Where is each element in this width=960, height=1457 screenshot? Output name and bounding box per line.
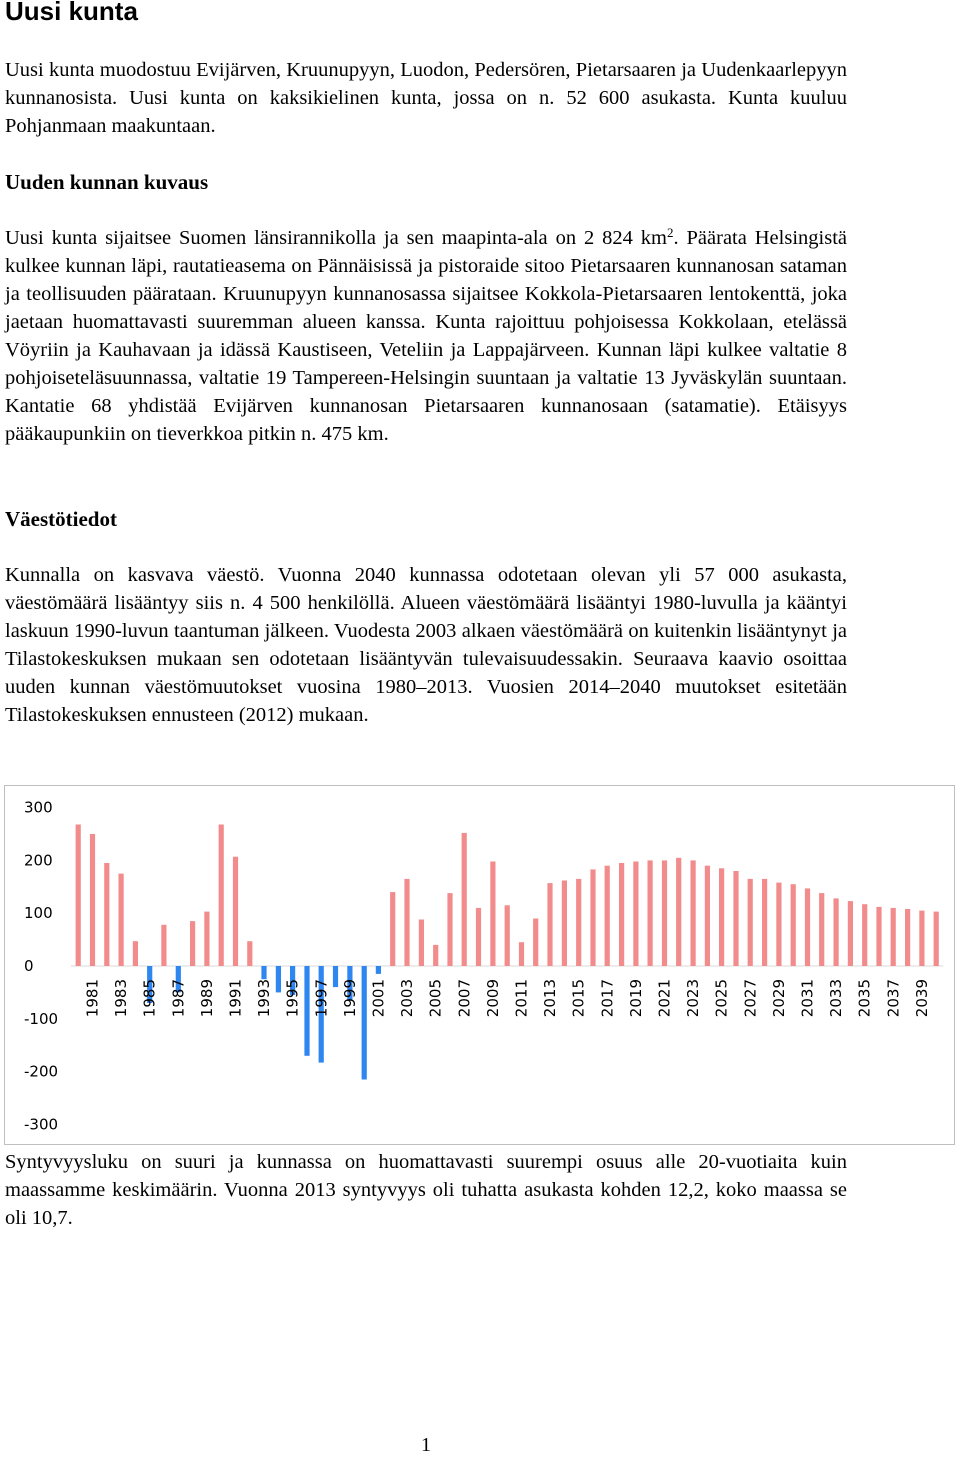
y-tick-label: 200 bbox=[24, 851, 53, 870]
bar-2005 bbox=[433, 945, 438, 966]
bar-2016 bbox=[590, 869, 595, 966]
x-tick-label: 2035 bbox=[855, 979, 874, 1018]
x-tick-label: 1991 bbox=[226, 979, 245, 1018]
x-tick-label: 1999 bbox=[340, 979, 359, 1018]
bar-2027 bbox=[748, 879, 753, 966]
bar-1994 bbox=[276, 966, 281, 992]
x-tick-label: 1993 bbox=[255, 979, 274, 1018]
bar-1988 bbox=[190, 921, 195, 966]
x-tick-label: 2033 bbox=[827, 979, 846, 1018]
y-tick-label: 0 bbox=[24, 957, 34, 975]
bar-2000 bbox=[362, 966, 367, 1080]
bar-2033 bbox=[834, 898, 839, 966]
x-tick-label: 1989 bbox=[197, 979, 216, 1018]
bar-2012 bbox=[533, 919, 538, 967]
bar-1981 bbox=[90, 834, 95, 966]
intro-paragraph: Uusi kunta muodostuu Evijärven, Kruunupyyn, Luodon, Pedersören, Pietarsaaren ja Uudenkaarlepyyn kunnanosista. Uusi kunta on kaksikielinen kunta, jossa on n. 52 600 asukasta. Kunta kuuluu Pohjanmaan maakuntaan. bbox=[5, 59, 847, 137]
page-title: Uusi kunta bbox=[5, 0, 138, 26]
bar-2037 bbox=[891, 908, 896, 966]
bar-1980 bbox=[76, 825, 81, 967]
bar-1989 bbox=[204, 912, 209, 966]
x-tick-label: 2037 bbox=[884, 979, 903, 1018]
bar-2002 bbox=[390, 892, 395, 966]
section-heading-description: Uuden kunnan kuvaus bbox=[5, 170, 209, 194]
bar-1992 bbox=[247, 941, 252, 966]
description-text-start: Uusi kunta sijaitsee Suomen länsirannikolla ja sen maapinta-ala on 2 824 km bbox=[5, 227, 667, 249]
section-heading-population: Väestötiedot bbox=[5, 507, 117, 531]
x-tick-label: 1987 bbox=[169, 979, 188, 1018]
bar-2007 bbox=[462, 833, 467, 966]
bar-1983 bbox=[119, 874, 124, 966]
y-tick-label: -100 bbox=[24, 1009, 59, 1028]
bar-2039 bbox=[919, 911, 924, 966]
bar-1990 bbox=[219, 825, 224, 967]
bar-2023 bbox=[691, 860, 696, 966]
bar-2030 bbox=[791, 884, 796, 966]
x-tick-label: 1997 bbox=[312, 979, 331, 1018]
x-tick-label: 2017 bbox=[598, 979, 617, 1018]
population-change-chart bbox=[4, 785, 955, 1145]
description-paragraph bbox=[5, 224, 847, 448]
bar-2022 bbox=[676, 858, 681, 966]
bar-2004 bbox=[419, 920, 424, 967]
x-tick-label: 2001 bbox=[369, 979, 388, 1018]
x-tick-label: 2013 bbox=[541, 979, 559, 1018]
x-tick-label: 2003 bbox=[398, 979, 417, 1018]
bar-2025 bbox=[719, 868, 724, 966]
x-tick-label: 2027 bbox=[741, 979, 760, 1018]
description-text-end: . Päärata Helsingistä kulkee kunnan läpi, rautatieasema on Pännäisissä ja pistoraide sitoo Pietarsaaren kunnanosan sataman ja teollisuuden päärataan. Kruunupyyn kunnanosassa sijaitsee Kokkola-Pietarsaaren lentokenttä, joka jaetaan huomattavasti suuremman alueen kanssa. Kunta rajoittuu pohjoisessa Kokkolaan, etelässä Vöyriin ja Kauhavaan ja idässä Kaustiseen, Veteliin ja Lappajärveen. Kunnan läpi kulkee valtatie 8 pohjoiseteläsuunnassa, valtatie 19 Tampereen-Helsingin suuntaan ja valtatie 13 Jyväskylän suuntaan. Kantatie 68 yhdistää Evijärven kunnanosan Pietarsaaren kunnanosaan (satamatie). Etäisyys pääkaupunkiin on tieverkkoa pitkin n. 475 km. bbox=[5, 227, 847, 445]
x-tick-label: 2009 bbox=[483, 979, 502, 1018]
x-tick-label: 2025 bbox=[712, 979, 731, 1018]
y-tick-label: -300 bbox=[24, 1115, 59, 1134]
bar-1993 bbox=[261, 966, 266, 979]
bar-2036 bbox=[876, 907, 881, 966]
bar-2008 bbox=[476, 908, 481, 966]
bar-2021 bbox=[662, 860, 667, 966]
y-tick-label: 100 bbox=[24, 904, 53, 923]
bar-2017 bbox=[605, 866, 610, 966]
x-tick-label: 2023 bbox=[684, 979, 703, 1018]
x-tick-label: 2005 bbox=[426, 979, 445, 1018]
bar-2018 bbox=[619, 863, 624, 966]
bar-2015 bbox=[576, 879, 581, 966]
bar-2040 bbox=[934, 912, 939, 966]
x-tick-label: 1983 bbox=[112, 979, 131, 1018]
x-tick-label: 2011 bbox=[512, 979, 531, 1018]
bar-2032 bbox=[819, 893, 824, 966]
bar-2026 bbox=[733, 871, 738, 966]
bar-2028 bbox=[762, 879, 767, 966]
population-paragraph: Kunnalla on kasvava väestö. Vuonna 2040 kunnassa odotetaan olevan yli 57 000 asukasta, väestömäärä lisääntyy siis n. 4 500 henkilöllä. Alueen väestömäärä lisääntyi 1980-luvulla ja kääntyi laskuun 1990-luvun taantuman jälkeen. Vuodesta 2003 alkaen väestömäärä on kuitenkin lisääntynyt ja Tilastokeskuksen mukaan sen odotetaan lisääntyvän tulevaisuudessakin. Seuraava kaavio osoittaa uuden kunnan väestömuutokset vuosina 1980–2013. Vuosien 2014–2040 muutokset esitetään Tilastokeskuksen ennusteen (2012) mukaan. bbox=[5, 564, 847, 726]
bar-2001 bbox=[376, 966, 381, 974]
bar-1984 bbox=[133, 941, 138, 966]
bar-2029 bbox=[776, 883, 781, 966]
bar-2034 bbox=[848, 901, 853, 966]
bar-2011 bbox=[519, 942, 524, 966]
x-tick-label: 2007 bbox=[455, 979, 474, 1018]
bar-1991 bbox=[233, 857, 238, 966]
bar-2019 bbox=[633, 862, 638, 967]
x-tick-label: 2031 bbox=[798, 979, 817, 1018]
x-tick-label: 1985 bbox=[140, 979, 159, 1018]
bar-2010 bbox=[505, 905, 510, 966]
x-tick-label: 2029 bbox=[769, 979, 788, 1018]
bar-2020 bbox=[648, 860, 653, 966]
x-tick-label: 2021 bbox=[655, 979, 674, 1018]
bar-2003 bbox=[404, 879, 409, 966]
x-tick-label: 1981 bbox=[83, 979, 102, 1018]
x-tick-label: 2039 bbox=[912, 979, 931, 1018]
bar-2009 bbox=[490, 862, 495, 967]
bar-1986 bbox=[161, 925, 166, 966]
bar-1982 bbox=[104, 863, 109, 966]
bar-2038 bbox=[905, 909, 910, 966]
x-tick-label: 1995 bbox=[283, 979, 302, 1018]
x-tick-label: 2019 bbox=[626, 979, 645, 1018]
bar-2006 bbox=[447, 893, 452, 966]
bar-2013 bbox=[547, 883, 552, 966]
birthrate-paragraph: Syntyvyysluku on suuri ja kunnassa on huomattavasti suurempi osuus alle 20-vuotiaita kuin maassamme keskimäärin. Vuonna 2013 syntyvyys oli tuhatta asukasta kohden 12,2, koko maassa se oli 10,7. bbox=[5, 1151, 847, 1229]
bar-2031 bbox=[805, 888, 810, 966]
bar-2014 bbox=[562, 881, 567, 967]
chart-canvas bbox=[5, 786, 956, 1146]
x-tick-label: 2015 bbox=[569, 979, 588, 1018]
bar-2024 bbox=[705, 866, 710, 966]
bar-1996 bbox=[304, 966, 309, 1056]
bar-1998 bbox=[333, 966, 338, 987]
y-tick-label: 300 bbox=[24, 798, 53, 817]
superscript-two: 2 bbox=[666, 225, 674, 240]
bar-2035 bbox=[862, 904, 867, 966]
page-number: 1 bbox=[421, 1434, 431, 1456]
y-tick-label: -200 bbox=[24, 1062, 59, 1081]
